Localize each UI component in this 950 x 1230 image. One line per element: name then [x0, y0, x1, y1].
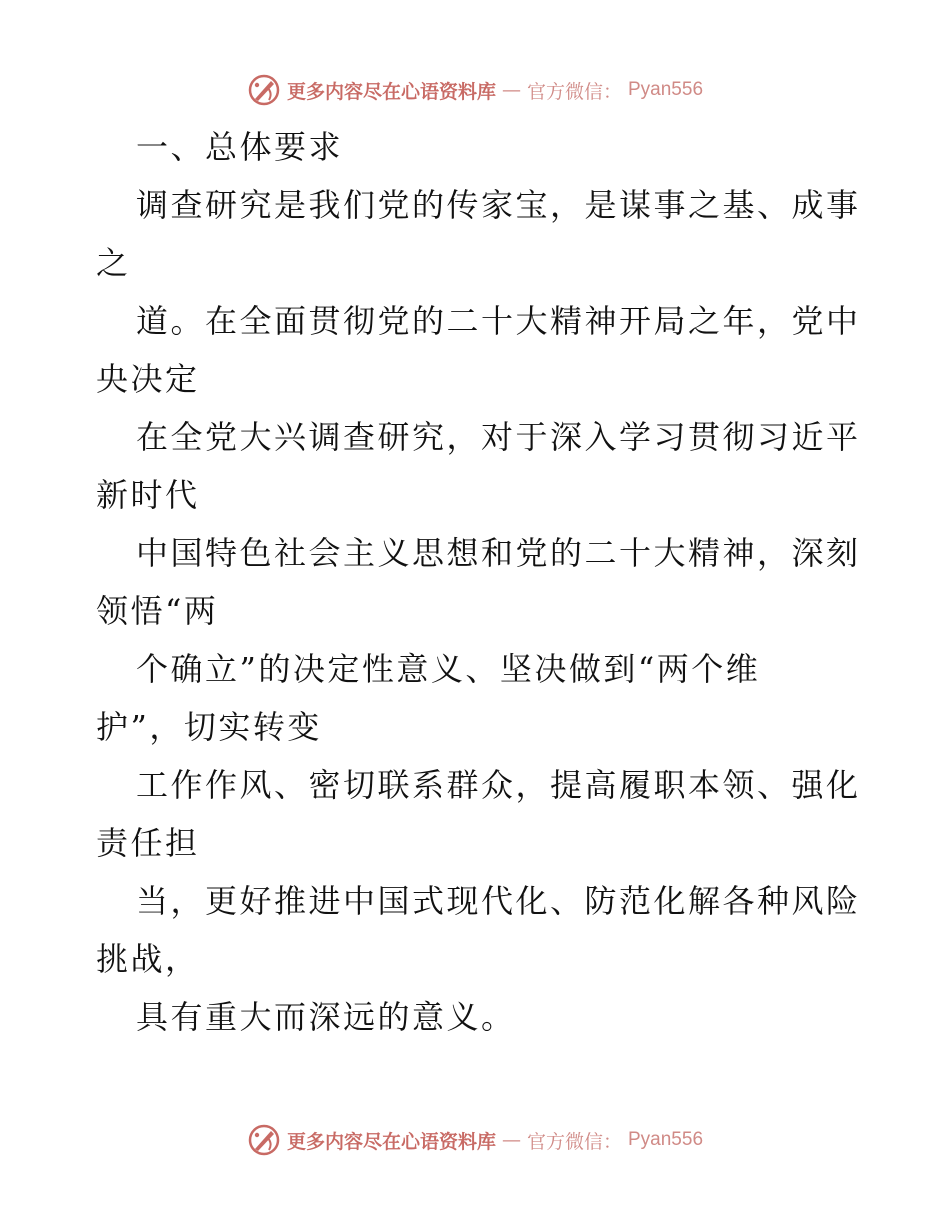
body-line: 个确立”的决定性意义、坚决做到“两个维: [136, 650, 761, 688]
body-line: 新时代: [96, 476, 200, 514]
footer-watermark-banner: [0, 1120, 950, 1160]
body-line: 领悟“两: [96, 592, 219, 630]
section-heading: 一、总体要求: [136, 128, 344, 166]
banner-site-name: 更多内容尽在心语资料库: [286, 80, 496, 103]
body-line: 责任担: [96, 824, 200, 862]
header-watermark-banner: [0, 70, 950, 110]
body-line: 调查研究是我们党的传家宝，是谋事之基、成事: [136, 186, 861, 224]
quill-logo-icon: [247, 1123, 281, 1157]
banner-wechat-label: 官方微信：: [526, 80, 622, 103]
body-line: 之: [96, 244, 131, 282]
body-line: 在全党大兴调查研究，对于深入学习贯彻习近平: [136, 418, 861, 456]
body-line: 挑战，: [96, 940, 200, 978]
body-line: 央决定: [96, 360, 200, 398]
body-line: 当，更好推进中国式现代化、防范化解各种风险: [136, 882, 861, 920]
banner-dash: —: [501, 79, 521, 101]
banner-site-name: 更多内容尽在心语资料库: [286, 1130, 496, 1153]
body-line: 工作作风、密切联系群众，提高履职本领、强化: [136, 766, 861, 804]
banner-wechat-id: Pyan556: [628, 1129, 704, 1150]
body-line: 道。在全面贯彻党的二十大精神开局之年，党中: [136, 302, 861, 340]
body-line: 中国特色社会主义思想和党的二十大精神，深刻: [136, 534, 861, 572]
banner-wechat-label: 官方微信：: [526, 1130, 622, 1153]
quill-logo-icon: [247, 73, 281, 107]
banner-wechat-id: Pyan556: [628, 79, 704, 100]
body-line: 护”，切实转变: [96, 708, 322, 746]
body-line: 具有重大而深远的意义。: [136, 998, 516, 1036]
banner-dash: —: [501, 1129, 521, 1151]
